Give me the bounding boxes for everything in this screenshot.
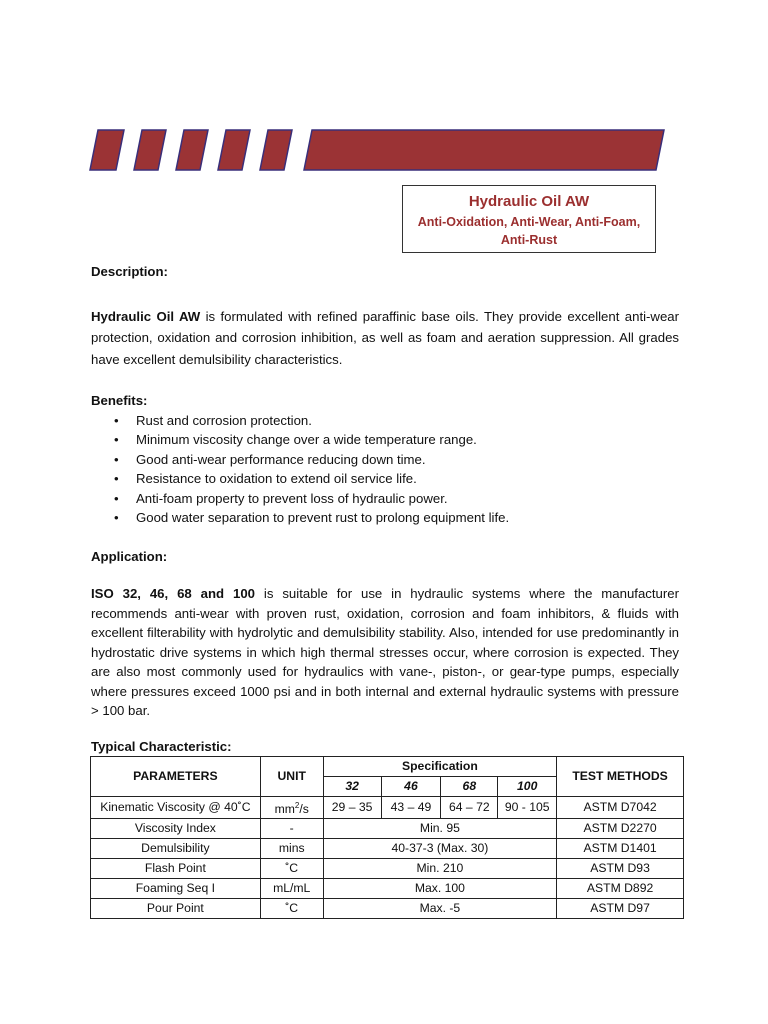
application-heading: Application: [91, 548, 168, 564]
header-banner [88, 128, 668, 172]
unit-cell: mins [260, 839, 323, 859]
benefit-item: • Good water separation to prevent rust to prolong equipment life. [136, 508, 679, 528]
grade-header: 32 [323, 777, 381, 797]
spec-cell: Max. -5 [323, 899, 557, 919]
table-header-row [91, 757, 684, 777]
banner-stripe-2 [134, 130, 166, 170]
description-text: is formulated with refined paraffinic base oils. They provide excellent anti-wear protection, oxidation and corrosion inhibition, as well as foam and aeration suppression. All grades have excellent demulsibility characteristics. [91, 308, 680, 367]
unit-cell: ˚C [260, 899, 323, 919]
banner-stripe-5 [260, 130, 292, 170]
value-cell: 64 – 72 [441, 797, 498, 819]
grade-header: 100 [498, 777, 557, 797]
banner-stripe-1 [90, 130, 124, 170]
table-heading: Typical Characteristic: [91, 738, 232, 754]
method-cell: ASTM D892 [557, 879, 684, 899]
table-row [91, 797, 684, 819]
method-cell: ASTM D7042 [557, 797, 684, 819]
benefit-item: • Minimum viscosity change over a wide temperature range. [136, 430, 679, 450]
banner-bar [304, 130, 664, 170]
param-cell: Pour Point [91, 899, 261, 919]
method-cell: ASTM D93 [557, 859, 684, 879]
description-heading: Description: [91, 264, 168, 279]
unit-cell [260, 797, 323, 819]
spec-cell: Min. 210 [323, 859, 557, 879]
param-cell: Flash Point [91, 859, 261, 879]
benefits-heading: Benefits: [91, 393, 148, 408]
product-title: Hydraulic Oil AW [468, 193, 590, 210]
unit-cell: - [260, 819, 323, 839]
table-row [91, 899, 684, 919]
characteristics-table [90, 756, 684, 919]
header-specification: Specification [323, 757, 557, 777]
table-row [91, 839, 684, 859]
method-cell: ASTM D1401 [557, 839, 684, 859]
banner-stripe-3 [176, 130, 208, 170]
table-row [91, 859, 684, 879]
spec-cell: Max. 100 [323, 879, 557, 899]
benefits-list [91, 411, 679, 528]
header-unit: UNIT [260, 757, 323, 797]
unit-base: mm [274, 802, 295, 817]
value-cell: 90 - 105 [498, 797, 557, 819]
value-cell: 43 – 49 [381, 797, 441, 819]
application-paragraph [91, 584, 679, 721]
table-row [91, 819, 684, 839]
banner-stripe-4 [218, 130, 250, 170]
grade-header: 46 [381, 777, 441, 797]
method-cell: ASTM D2270 [557, 819, 684, 839]
benefit-item: • Rust and corrosion protection. [136, 411, 679, 431]
unit-cell: mL/mL [260, 879, 323, 899]
param-cell: Demulsibility [91, 839, 261, 859]
description-lead: Hydraulic Oil AW [91, 308, 201, 324]
spec-cell: Min. 95 [323, 819, 557, 839]
product-title-box [402, 185, 656, 253]
benefit-item: • Resistance to oxidation to extend oil service life. [136, 469, 679, 489]
method-cell: ASTM D97 [557, 899, 684, 919]
header-test-methods: TEST METHODS [557, 757, 684, 797]
param-cell: Viscosity Index [91, 819, 261, 839]
value-cell: 29 – 35 [323, 797, 381, 819]
document-body [91, 262, 679, 756]
param-cell: Foaming Seq I [91, 879, 261, 899]
benefit-item: • Anti-foam property to prevent loss of hydraulic power. [136, 489, 679, 509]
benefit-item: • Good anti-wear performance reducing down time. [136, 450, 679, 470]
header-parameters: PARAMETERS [91, 757, 261, 797]
description-paragraph [91, 306, 679, 371]
spec-cell: 40-37-3 (Max. 30) [323, 839, 557, 859]
product-subtitle: Anti-Oxidation, Anti-Wear, Anti-Foam, Anti-Rust [417, 215, 641, 247]
grade-header: 68 [441, 777, 498, 797]
unit-tail: /s [299, 802, 309, 817]
unit-sup: 2 [294, 801, 300, 810]
application-text: is suitable for use in hydraulic systems where the manufacturer recommends anti-wear with proven rust, oxidation, corrosion and foam inhibitors, & fluids with excellent filterability with hydrolytic and demulsibility stability. Also, intended for use predominantly in hydrostatic drive systems in which high thermal stresses occur, where corrosion is expected. They are also most commonly used for hydraulics with vane-, piston-, or gear-type pumps, especially where pressures exceed 1000 psi and in both internal and external hydraulic systems with pressure > 100 bar. [91, 586, 679, 718]
unit-cell: ˚C [260, 859, 323, 879]
table-row [91, 879, 684, 899]
param-cell: Kinematic Viscosity @ 40˚C [91, 797, 261, 819]
application-lead: ISO 32, 46, 68 and 100 [91, 586, 256, 601]
